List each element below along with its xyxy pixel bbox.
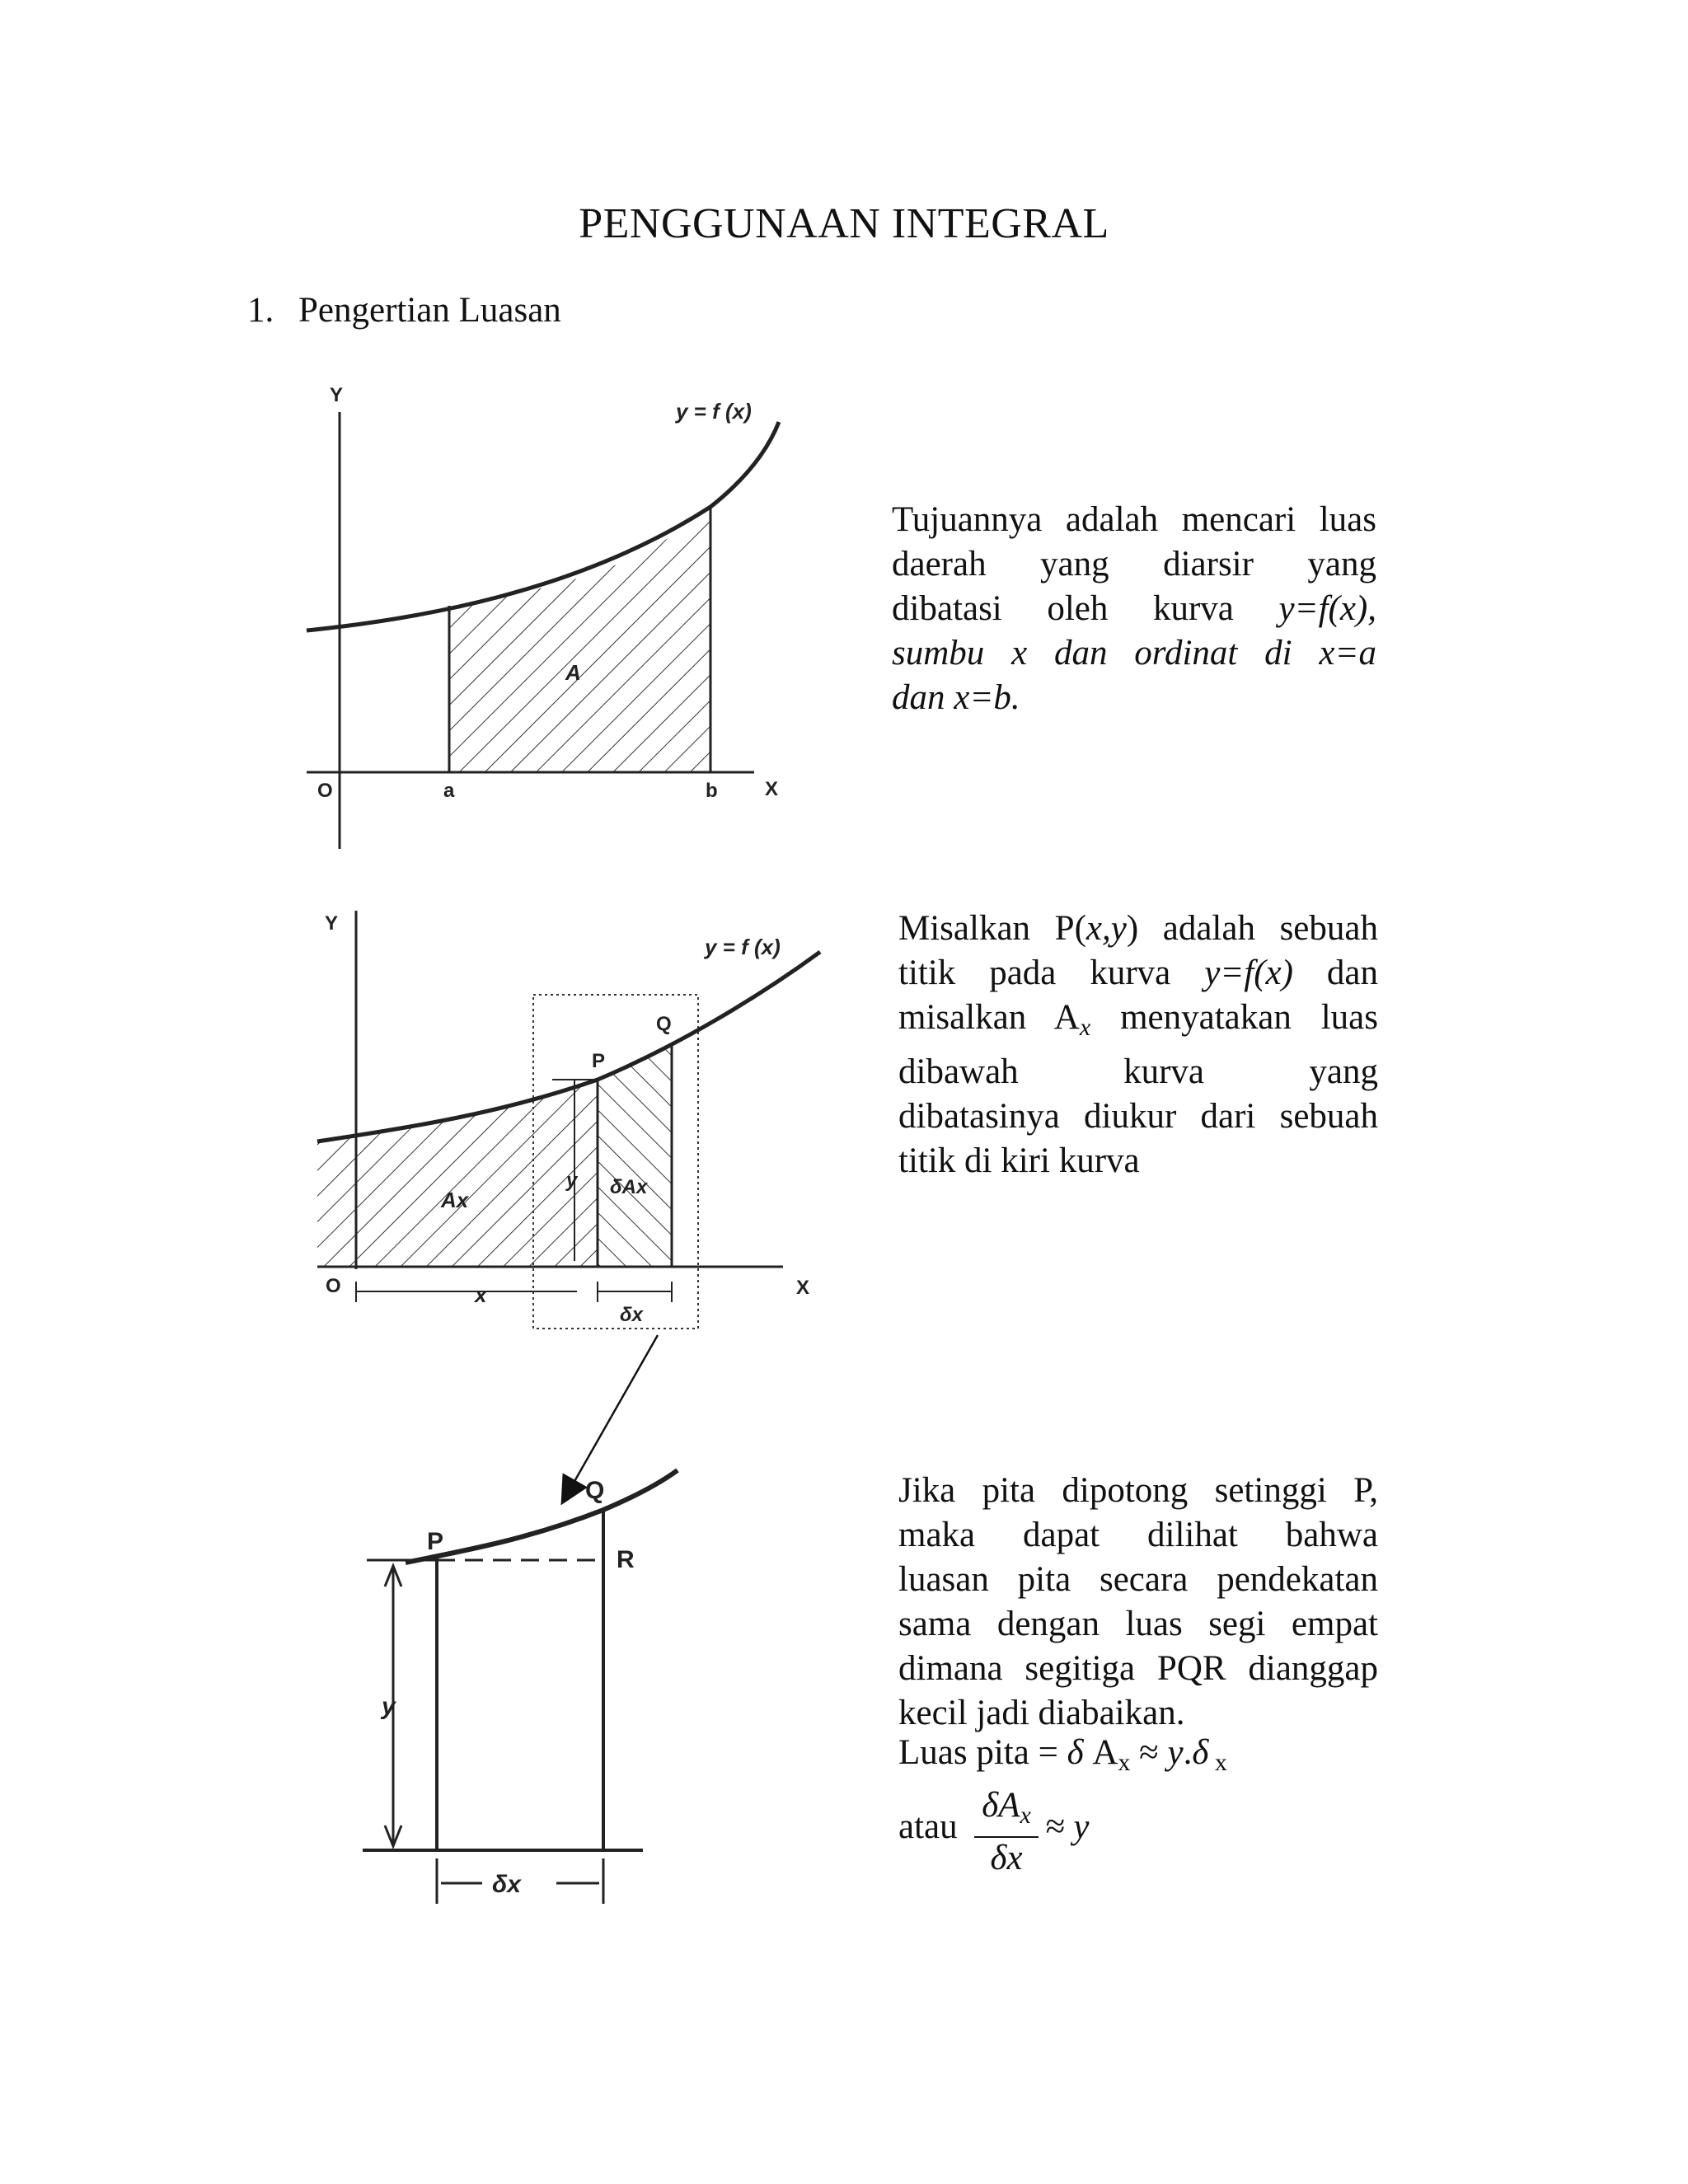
area-label: Ax xyxy=(441,1188,469,1212)
curve-pq xyxy=(406,1470,678,1563)
hatched-area xyxy=(449,494,713,775)
origin-label: O xyxy=(326,1275,341,1297)
text-line: dan x=b. xyxy=(892,678,1020,717)
label-q: Q xyxy=(585,1477,605,1504)
y-axis-label: Y xyxy=(330,384,344,406)
label-q: Q xyxy=(656,1013,672,1035)
text-line: titik di kiri kurva xyxy=(898,1141,1140,1180)
text-line: sumbu x dan ordinat di x=a xyxy=(892,634,1376,673)
eq-sub: x xyxy=(1118,1749,1131,1776)
text-span: menyatakan luas xyxy=(1090,998,1378,1037)
curve-label: y = f (x) xyxy=(676,399,752,424)
text-line: dibawah kurva yang xyxy=(898,1052,1378,1091)
curve-label: y = f (x) xyxy=(705,935,781,959)
formula-text: y=f(x), xyxy=(1278,589,1376,628)
text-line: Jika pita dipotong setinggi P, xyxy=(898,1471,1378,1510)
subscript: x xyxy=(1079,1014,1091,1041)
eq-dot: . xyxy=(1183,1733,1193,1772)
formula-text: y=f(x) xyxy=(1204,954,1293,992)
eq-A: A xyxy=(1083,1733,1118,1772)
height-label: y xyxy=(382,1693,396,1720)
label-p: P xyxy=(592,1050,606,1072)
eq-y: y xyxy=(1167,1733,1184,1772)
text-span: Misalkan P( xyxy=(898,909,1086,948)
text-span: dan xyxy=(1292,954,1378,992)
figure-strip-area xyxy=(317,911,820,1502)
text-span: misalkan A xyxy=(898,998,1080,1037)
eq-delta: δ xyxy=(1067,1733,1084,1772)
label-b: b xyxy=(706,780,718,802)
text-line: luasan pita secara pendekatan xyxy=(898,1560,1378,1599)
label-r: R xyxy=(617,1546,635,1573)
text-line: maka dapat dilihat bahwa xyxy=(898,1516,1378,1554)
text-span: ) adalah sebuah xyxy=(1126,909,1378,948)
origin-label: O xyxy=(317,780,333,802)
text-line: dimana segitiga PQR dianggap xyxy=(898,1649,1378,1688)
dx-label: δx xyxy=(492,1871,521,1898)
zoom-arrow xyxy=(563,1335,658,1502)
text-line: daerah yang diarsir yang xyxy=(892,545,1376,583)
label-a: a xyxy=(443,780,455,802)
x-axis-label: X xyxy=(765,778,779,800)
section-label: Pengertian Luasan xyxy=(298,291,561,330)
area-label: A xyxy=(565,660,581,685)
section-number: 1. xyxy=(247,291,274,330)
text-line: dibatasinya diukur dari sebuah xyxy=(898,1097,1378,1136)
figure-strip-zoom xyxy=(363,1470,678,1904)
dx-label: δx xyxy=(620,1304,643,1326)
eq-lead: Luas pita = xyxy=(898,1733,1067,1772)
atau-text: atau xyxy=(898,1807,958,1846)
x-axis-label: X xyxy=(796,1277,810,1299)
numerator-text: δA xyxy=(982,1786,1020,1825)
numerator-sub: x xyxy=(1020,1802,1031,1829)
height-label: y xyxy=(566,1169,578,1192)
fraction-approx: ≈ y xyxy=(1045,1807,1090,1846)
text-span: titik pada kurva xyxy=(898,954,1205,992)
eq-approx: ≈ xyxy=(1130,1733,1168,1772)
text-line: kecil jadi diabaikan. xyxy=(898,1694,1185,1732)
eq-sub2: x xyxy=(1208,1749,1227,1776)
strip-label: δAx xyxy=(610,1176,648,1198)
x-length-label: x xyxy=(475,1282,487,1307)
text-line: sama dengan luas segi empat xyxy=(898,1605,1378,1643)
fraction-denominator: δx xyxy=(990,1839,1023,1877)
page-title: PENGGUNAAN INTEGRAL xyxy=(579,200,1109,247)
text-span: dibatasi oleh kurva xyxy=(892,589,1279,628)
text-line: Tujuannya adalah mencari luas xyxy=(892,500,1376,539)
figure-area-under-curve xyxy=(307,384,779,849)
formula-text: x,y xyxy=(1085,909,1127,948)
eq-delta2: δ xyxy=(1192,1733,1209,1772)
label-p: P xyxy=(427,1528,444,1555)
y-axis-label: Y xyxy=(325,912,339,935)
